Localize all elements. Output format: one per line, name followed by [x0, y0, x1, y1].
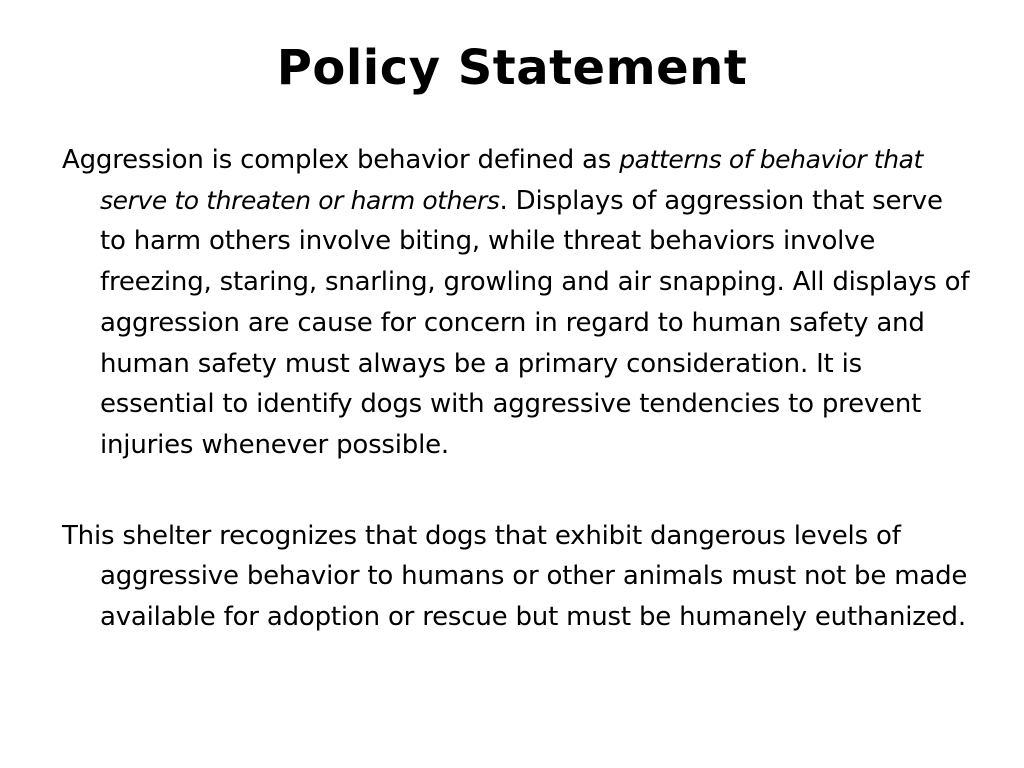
- paragraph-aggression-definition: [62, 140, 972, 466]
- paragraph-lead-text: Aggression is complex behavior defined as: [62, 145, 620, 175]
- definition-emphasis: patterns of behavior that serve to threaten or harm others: [100, 145, 923, 215]
- slide-body: [62, 140, 972, 638]
- paragraph-shelter-policy: This shelter recognizes that dogs that exhibit dangerous levels of aggressive behavior to humans or other animals must not be made available for adoption or rescue but must be humanely euthanized.: [62, 520, 968, 633]
- paragraph-rest-text: . Displays of aggression that serve to harm others involve biting, while threat behaviors involve freezing, staring, snarling, growling and air snapping. All displays of aggression are cause for concern in regard to human safety and human safety must always be a primary consideration. It is essential to identify dogs with aggressive tendencies to prevent injuries whenever possible.: [100, 185, 970, 460]
- slide-title: Policy Statement: [276, 40, 748, 96]
